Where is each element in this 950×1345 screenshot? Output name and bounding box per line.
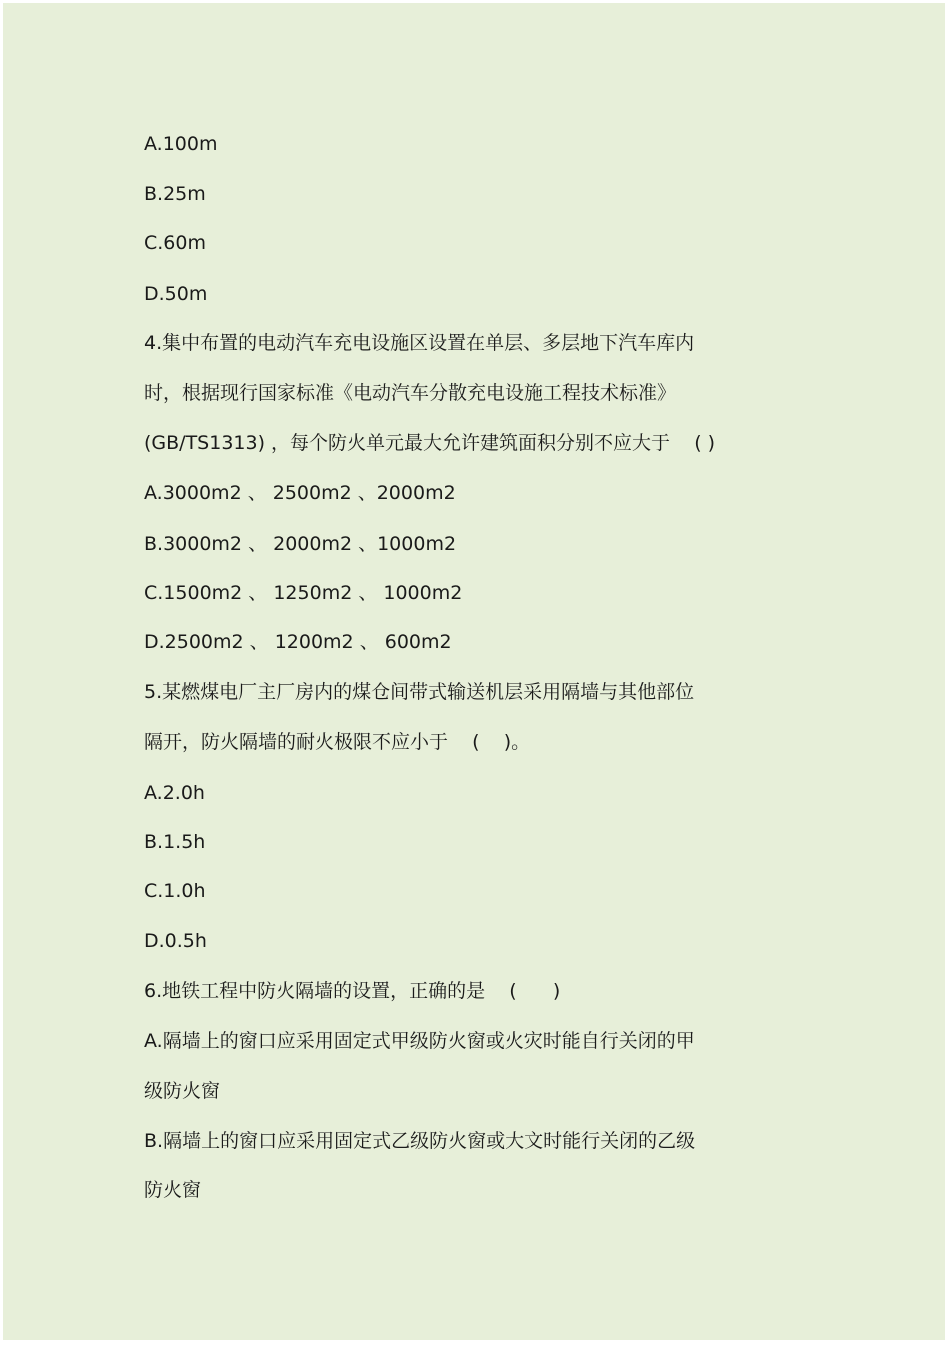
- option-d-line: D.50m: [144, 283, 208, 305]
- question-5-option-a: A.2.0h: [144, 782, 205, 804]
- question-5-option-d: D.0.5h: [144, 930, 207, 952]
- option-c-line: C.60m: [144, 232, 206, 254]
- question-6-text: 6.地铁工程中防火隔墙的设置，正确的是 ( ): [144, 980, 561, 1002]
- question-6-option-b: B.隔墙上的窗口应采用固定式乙级防火窗或大文时能行关闭的乙级: [144, 1130, 696, 1152]
- question-6-option-b: 防火窗: [144, 1179, 202, 1201]
- question-6-option-a: A.隔墙上的窗口应采用固定式甲级防火窗或火灾时能自行关闭的甲: [144, 1030, 695, 1052]
- question-6-option-a: 级防火窗: [144, 1080, 221, 1102]
- question-4-option-d: D.2500m2 、 1200m2 、 600m2: [144, 631, 452, 653]
- question-4-text: 4.集中布置的电动汽车充电设施区设置在单层、多层地下汽车库内: [144, 332, 695, 354]
- question-4-option-b: B.3000m2 、 2000m2 、1000m2: [144, 533, 457, 555]
- question-5-option-b: B.1.5h: [144, 831, 206, 853]
- question-4-option-c: C.1500m2 、 1250m2 、 1000m2: [144, 582, 463, 604]
- question-4-text: (GB/TS1313) ，每个防火单元最大允许建筑面积分别不应大于 ( ): [144, 432, 716, 454]
- question-4-text: 时，根据现行国家标准《电动汽车分散充电设施工程技术标准》: [144, 382, 677, 404]
- question-5-text: 5.某燃煤电厂主厂房内的煤仓间带式输送机层采用隔墙与其他部位: [144, 681, 695, 703]
- document-page: [3, 3, 945, 1340]
- question-5-option-c: C.1.0h: [144, 880, 206, 902]
- question-5-text: 隔开，防火隔墙的耐火极限不应小于 ( )。: [144, 731, 531, 753]
- option-b-line: B.25m: [144, 183, 206, 205]
- option-a-line: A.100m: [144, 133, 218, 155]
- question-4-option-a: A.3000m2 、 2500m2 、2000m2: [144, 482, 456, 504]
